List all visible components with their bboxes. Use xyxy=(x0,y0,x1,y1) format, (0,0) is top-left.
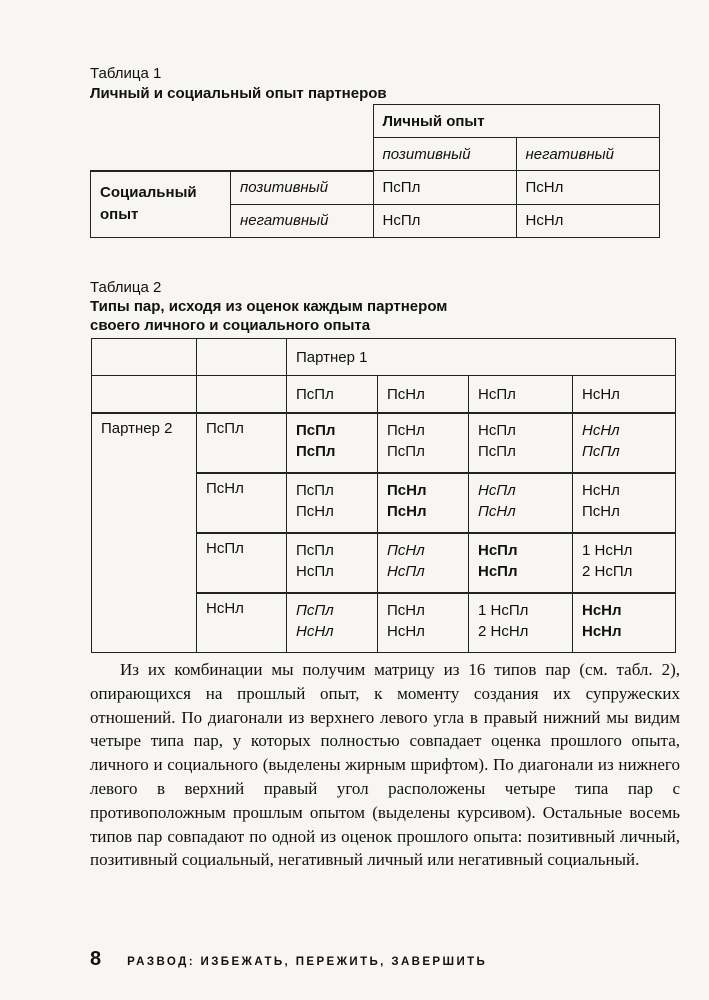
table2-partner1: Партнер 1 xyxy=(287,339,676,376)
page-number: 8 xyxy=(90,948,102,970)
table2-cell: НсПл ПсНл xyxy=(469,473,573,533)
table1-caption: Таблица 1 xyxy=(90,65,162,82)
table2-cell: НсПл ПсПл xyxy=(469,413,573,473)
table2-cell: НсНл ПсНл xyxy=(573,473,676,533)
table2-cell: 1 НсПл 2 НсНл xyxy=(469,593,573,653)
table2-partner2: Партнер 2 xyxy=(92,413,197,653)
table2-row-label: НсНл xyxy=(197,593,287,653)
table2-row-label: ПсПл xyxy=(197,413,287,473)
table2-col-header: НсНл xyxy=(573,376,676,414)
table2-cell: ПсНл НсНл xyxy=(378,593,469,653)
table2-title-line2: своего личного и социального опыта xyxy=(90,317,371,334)
table1-cell: НсПл xyxy=(373,204,516,237)
table2-cell: ПсНл НсПл xyxy=(378,533,469,593)
paragraph-text: Из их комбинации мы получим матрицу из 16 типов пар (см. табл. 2), опирающихся на прошлый опыт, к моменту создания их супружеских отношений. По диагонали из верхнего левого угла в правый нижний мы видим четыре типа пар, у которых полностью совпадает оценка прошлого опыта, личного и социального (выделены жирным шрифтом). По диагонали из нижнего левого в верхний правый угол расположены четыре типа пар с противоположным прошлым опытом (выделены курсивом). Остальные восемь типов пар совпадают по одной из оценок прошлого опыта: позитивный личный, позитивный социальный, негативный личный или негативный социальный. xyxy=(90,660,680,870)
body-paragraph xyxy=(90,658,680,872)
table1-row-group: Социальный опыт xyxy=(91,171,231,238)
table1-cell: ПсНл xyxy=(516,171,659,205)
table1-title: Личный и социальный опыт партнеров xyxy=(90,85,387,102)
table1-cell: НсНл xyxy=(516,204,659,237)
table1 xyxy=(90,104,660,238)
table2-cell: ПсПл НсПл xyxy=(287,533,378,593)
table2-row-label: НсПл xyxy=(197,533,287,593)
table1-row-label: негативный xyxy=(231,204,374,237)
table2-cell: НсНл ПсПл xyxy=(573,413,676,473)
table2-col-header: ПсНл xyxy=(378,376,469,414)
table1-cell: ПсПл xyxy=(373,171,516,205)
table2-cell: ПсПл ПсПл xyxy=(287,413,378,473)
table2-col-header: ПсПл xyxy=(287,376,378,414)
table1-col-group: Личный опыт xyxy=(373,105,659,138)
table2-row-label: ПсНл xyxy=(197,473,287,533)
table2-cell: ПсПл НсНл xyxy=(287,593,378,653)
table2-cell: 1 НсНл 2 НсПл xyxy=(573,533,676,593)
table2-cell: НсПл НсПл xyxy=(469,533,573,593)
running-title: РАЗВОД: ИЗБЕЖАТЬ, ПЕРЕЖИТЬ, ЗАВЕРШИТЬ xyxy=(127,956,488,968)
table2-cell: НсНл НсНл xyxy=(573,593,676,653)
table2-cell: ПсНл ПсПл xyxy=(378,413,469,473)
table2-caption: Таблица 2 xyxy=(90,279,162,296)
table2-cell: ПсНл ПсНл xyxy=(378,473,469,533)
table2-col-header: НсПл xyxy=(469,376,573,414)
table1-col-header: негативный xyxy=(516,138,659,171)
table1-col-header: позитивный xyxy=(373,138,516,171)
table2-cell: ПсПл ПсНл xyxy=(287,473,378,533)
page-footer xyxy=(90,948,487,971)
table1-row-label: позитивный xyxy=(231,171,374,205)
table2 xyxy=(91,338,676,653)
table2-title-line1: Типы пар, исходя из оценок каждым партнером xyxy=(90,298,448,315)
